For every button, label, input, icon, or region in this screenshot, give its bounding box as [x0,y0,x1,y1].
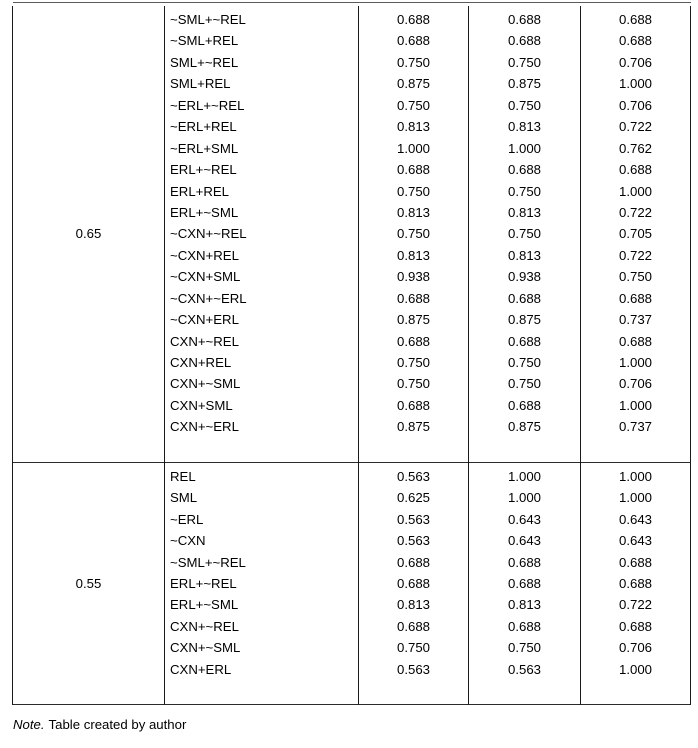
table-row-value-3: 1.000 [618,76,652,92]
table-row-value-3: 1.000 [618,490,652,506]
table-row-value-2: 0.938 [507,269,541,285]
table-row-value-1: 0.688 [396,618,430,634]
threshold-block [13,463,691,705]
table-row-value-2: 0.643 [507,511,541,527]
table-row-value-1: 0.750 [396,183,430,199]
table-row-condition: CXN+~REL [170,333,239,349]
threshold-cell [13,463,165,705]
table-row-value-2: 0.813 [507,247,541,263]
value-3-column-lines [581,463,690,704]
table-row-value-2: 1.000 [507,468,541,484]
table-row-value-1: 0.750 [396,376,430,392]
table-row-value-2: 0.750 [507,355,541,370]
condition-column [165,463,359,705]
table-row-value-2: 0.813 [507,204,541,220]
table-row-value-1: 0.750 [396,355,430,370]
table-row-value-1: 0.875 [396,419,430,435]
table-row-value-1: 0.563 [396,661,430,677]
rule-segment [13,705,165,706]
table-row-value-2: 0.688 [507,554,541,570]
results-table-container [12,2,690,705]
table-row-value-2: 0.750 [507,226,541,242]
table-row-value-1: 0.688 [396,290,430,306]
table-row-value-1: 0.688 [396,33,430,49]
table-row-value-3: 1.000 [618,355,652,370]
table-row-value-2: 0.750 [507,640,541,656]
value-1-column-lines [359,463,468,704]
threshold-block [13,6,691,462]
table-row-value-2: 0.688 [507,162,541,178]
table-row-value-2: 0.688 [507,12,541,27]
threshold-cell [13,6,165,462]
table-row-value-1: 0.750 [396,97,430,113]
table-row-value-2: 0.688 [507,333,541,349]
note-label: Note. [13,717,45,732]
table-row-value-1: 0.750 [396,640,430,656]
condition-column [165,6,359,462]
table-row-condition: CXN+ERL [170,661,232,677]
table-row-value-3: 0.750 [618,269,652,285]
table-row-value-1: 0.563 [396,468,430,484]
table-row-value-2: 0.643 [507,533,541,549]
table-row-value-1: 0.688 [396,397,430,413]
table-row-value-1: 1.000 [396,140,430,156]
threshold-value: 0.65 [75,226,102,242]
table-row-value-3: 0.643 [618,511,652,527]
rule-segment [581,705,691,706]
table-row-value-3: 0.688 [618,12,652,27]
table-row-value-2: 0.750 [507,183,541,199]
table-row-condition: SML [170,490,198,506]
value-2-column-lines [469,6,580,462]
table-row-value-2: 0.875 [507,76,541,92]
value-2-column [469,463,581,705]
table-row-value-2: 0.813 [507,119,541,135]
table-row-value-1: 0.813 [396,204,430,220]
table-row-value-1: 0.813 [396,119,430,135]
table-row-condition: CXN+REL [170,355,232,370]
table-row-value-3: 1.000 [618,661,652,677]
table-row-value-3: 1.000 [618,183,652,199]
table-row-value-1: 0.625 [396,490,430,506]
table-row-value-3: 0.688 [618,575,652,591]
rule-segment [165,705,359,706]
table-row-value-1: 0.938 [396,269,430,285]
table-row-condition: CXN+SML [170,397,233,413]
value-1-column [359,463,469,705]
table-row-value-1: 0.875 [396,76,430,92]
value-2-column-lines [469,463,580,704]
table-row-condition: ~ERL+~REL [170,97,245,113]
table-row-value-1: 0.688 [396,575,430,591]
table-row-value-1: 0.688 [396,12,430,27]
table-row-value-3: 0.706 [618,640,652,656]
table-row-value-3: 0.688 [618,290,652,306]
table-row-value-2: 1.000 [507,140,541,156]
table-row-value-2: 0.688 [507,33,541,49]
table-row-value-2: 1.000 [507,490,541,506]
table-row-value-1: 0.563 [396,511,430,527]
table-row-condition: SML+~REL [170,54,239,70]
table-row-value-3: 0.688 [618,162,652,178]
table-row-condition: ~CXN+REL [170,247,239,263]
condition-column-lines [170,463,358,704]
table-row-condition: SML+REL [170,76,231,92]
table-row-value-2: 0.750 [507,97,541,113]
value-1-column [359,6,469,462]
table-row-condition: ERL+~REL [170,162,237,178]
table-row-condition: ~CXN+ERL [170,312,239,328]
table-row-condition: CXN+~SML [170,376,241,392]
table-row-condition: CXN+~SML [170,640,241,656]
table-row-condition: ~CXN+~ERL [170,290,247,306]
table-row-value-2: 0.813 [507,597,541,613]
table-row-value-1: 0.813 [396,597,430,613]
table-row-value-3: 0.706 [618,376,652,392]
value-2-column [469,6,581,462]
table-row-value-3: 1.000 [618,468,652,484]
table-row-value-2: 0.688 [507,290,541,306]
condition-column-lines [170,6,358,462]
table-row-condition: ERL+~SML [170,204,239,220]
value-1-column-lines [359,6,468,462]
table-row-value-2: 0.563 [507,661,541,677]
rule-segment [359,705,469,706]
table-row-value-3: 0.722 [618,597,652,613]
threshold-value: 0.55 [75,575,102,591]
table-row-value-3: 0.688 [618,618,652,634]
table-row-value-3: 0.722 [618,119,652,135]
note-text: Table created by author [48,717,187,732]
table-row-condition: REL [170,468,196,484]
value-3-column [581,463,691,705]
table-row-value-2: 0.688 [507,397,541,413]
table-row-value-1: 0.688 [396,333,430,349]
value-3-column-lines [581,6,690,462]
table-row-condition: ~SML+~REL [170,554,246,570]
results-table [12,2,691,705]
table-row-value-2: 0.750 [507,376,541,392]
table-row-condition: ~SML+REL [170,33,239,49]
table-row-condition: ~CXN+SML [170,269,241,285]
table-body [13,3,691,706]
table-row-value-3: 0.737 [618,419,652,435]
table-row-value-1: 0.750 [396,54,430,70]
table-row-value-1: 0.688 [396,554,430,570]
table-row-value-3: 0.737 [618,312,652,328]
table-row-condition: ~ERL+SML [170,140,239,156]
table-row-value-1: 0.563 [396,533,430,549]
table-row-value-1: 0.875 [396,312,430,328]
table-row-value-3: 0.643 [618,533,652,549]
table-row-value-3: 0.706 [618,54,652,70]
value-3-column [581,6,691,462]
block-bottom-rule [13,705,691,706]
table-row-value-3: 0.762 [618,140,652,156]
table-row-condition: ERL+~SML [170,597,239,613]
table-row-value-3: 0.722 [618,247,652,263]
table-row-condition: ERL+~REL [170,575,237,591]
table-row-value-1: 0.688 [396,162,430,178]
table-row-condition: ~SML+~REL [170,12,246,27]
table-row-value-2: 0.875 [507,419,541,435]
table-row-value-2: 0.750 [507,54,541,70]
table-row-condition: ~CXN+~REL [170,226,247,242]
table-row-value-3: 0.688 [618,333,652,349]
table-row-condition: ~ERL [170,511,204,527]
table-row-condition: ERL+REL [170,183,230,199]
table-row-value-2: 0.875 [507,312,541,328]
table-row-condition: CXN+~REL [170,618,239,634]
rule-segment [469,705,581,706]
table-row-value-3: 0.688 [618,554,652,570]
table-row-value-1: 0.750 [396,226,430,242]
table-row-value-3: 0.706 [618,97,652,113]
table-row-value-1: 0.813 [396,247,430,263]
table-row-value-2: 0.688 [507,618,541,634]
table-row-condition: CXN+~ERL [170,419,239,435]
table-row-condition: ~ERL+REL [170,119,237,135]
table-note [13,716,186,734]
table-row-value-3: 0.722 [618,204,652,220]
table-row-value-2: 0.688 [507,575,541,591]
table-row-value-3: 0.688 [618,33,652,49]
table-row-value-3: 1.000 [618,397,652,413]
table-row-value-3: 0.705 [618,226,652,242]
table-row-condition: ~CXN [170,533,206,549]
